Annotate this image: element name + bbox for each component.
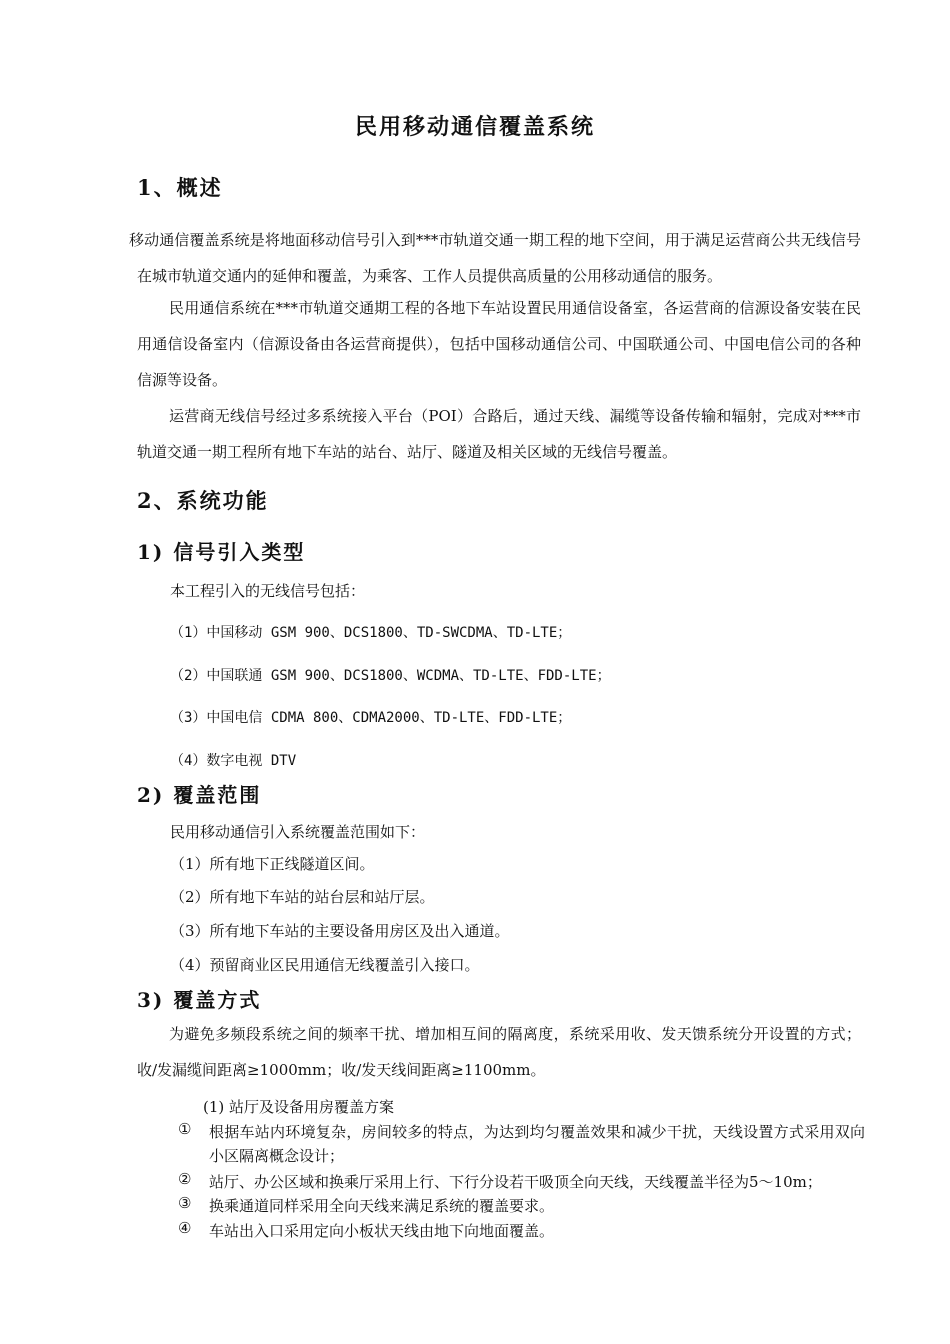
section-1-heading: 1、概述 (137, 175, 223, 200)
signal-item: （1）中国移动 GSM 900、DCS1800、TD-SWCDMA、TD-LTE； (170, 625, 572, 641)
coverage-item: （1）所有地下正线隧道区间。 (170, 855, 375, 873)
coverage-item: （3）所有地下车站的主要设备用房区及出入通道。 (170, 922, 510, 940)
scheme-item: 根据车站内环境复杂，房间较多的特点，为达到均匀覆盖效果和减少干扰，天线设置方式采用双向小区隔离概念设计； (209, 1123, 865, 1165)
section-1-paragraph-1: 移动通信覆盖系统是将地面移动信号引入到***市轨道交通一期工程的地下空间，用于满足运营商公共无线信号在城市轨道交通内的延伸和覆盖，为乘客、工作人员提供高质量的公用移动通信的服务。 (129, 231, 861, 285)
list-number: ③ (178, 1194, 192, 1212)
coverage-item: （4）预留商业区民用通信无线覆盖引入接口。 (170, 956, 480, 974)
section-2-heading: 2、系统功能 (137, 488, 269, 513)
document-title: 民用移动通信覆盖系统 (354, 114, 595, 140)
coverage-intro: 民用移动通信引入系统覆盖范围如下： (170, 823, 426, 841)
signal-item: （2）中国联通 GSM 900、DCS1800、WCDMA、TD-LTE、FDD-LTE； (170, 668, 611, 684)
list-number: ① (178, 1120, 192, 1138)
scheme-title: (1) 站厅及设备用房覆盖方案 (203, 1098, 395, 1116)
signal-item: （3）中国电信 CDMA 800、CDMA2000、TD-LTE、FDD-LTE； (170, 710, 572, 726)
scheme-item: 换乘通道同样采用全向天线来满足系统的覆盖要求。 (209, 1197, 555, 1215)
list-number: ④ (178, 1219, 192, 1237)
section-1-paragraph-2: 民用通信系统在***市轨道交通期工程的各地下车站设置民用通信设备室，各运营商的信源设备安装在民用通信设备室内（信源设备由各运营商提供），包括中国移动通信公司、中国联通公司、中国电信公司的各种信源等设备。 (137, 299, 861, 389)
scheme-item: 站厅、办公区域和换乘厅采用上行、下行分设若干吸顶全向天线，天线覆盖半径为5～10m； (209, 1173, 822, 1191)
subsection-2-heading: 2) 覆盖范围 (137, 783, 262, 807)
coverage-item: （2）所有地下车站的站台层和站厅层。 (170, 888, 435, 906)
list-number: ② (178, 1170, 192, 1188)
coverage-method-paragraph: 为避免多频段系统之间的频率干扰、增加相互间的隔离度，系统采用收、发天馈系统分开设置的方式；收/发漏缆间距离≥1000mm；收/发天线间距离≥1100mm。 (137, 1025, 861, 1079)
subsection-3-heading: 3) 覆盖方式 (137, 988, 262, 1012)
scheme-item: 车站出入口采用定向小板状天线由地下向地面覆盖。 (209, 1222, 555, 1240)
section-1-paragraph-3: 运营商无线信号经过多系统接入平台（POI）合路后，通过天线、漏缆等设备传输和辐射，完成对***市轨道交通一期工程所有地下车站的站台、站厅、隧道及相关区域的无线信号覆盖。 (137, 407, 861, 461)
signal-item: （4）数字电视 DTV (170, 753, 297, 769)
subsection-1-heading: 1) 信号引入类型 (137, 540, 306, 564)
signal-intro: 本工程引入的无线信号包括： (170, 582, 366, 600)
